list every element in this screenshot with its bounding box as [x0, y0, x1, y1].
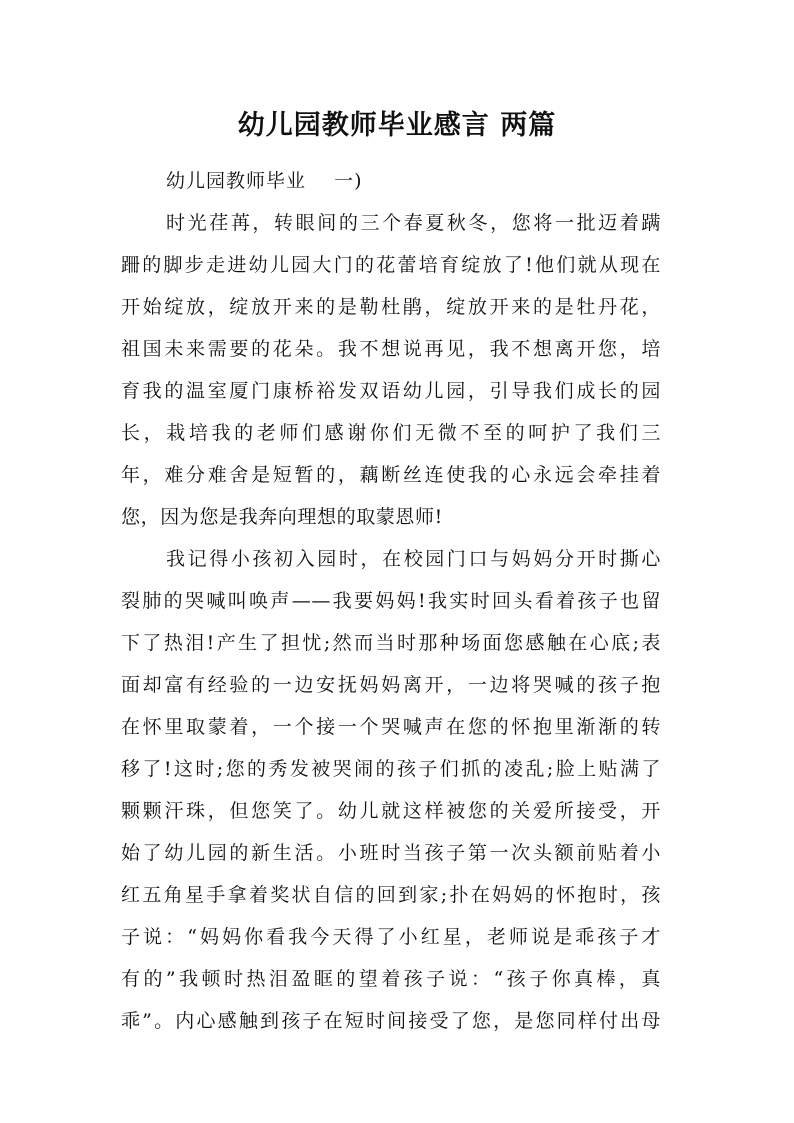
body-line: 裂肺的哭喊叫唤声——我要妈妈!我实时回头看着孩子也留	[121, 590, 661, 612]
body-line: 我记得小孩初入园时，在校园门口与妈妈分开时撕心	[166, 548, 661, 570]
body-line: 长，栽培我的老师们感谢你们无微不至的呵护了我们三	[121, 422, 661, 444]
body-line: 有的”我顿时热泪盈眶的望着孩子说：“孩子你真棒，真	[121, 968, 661, 990]
body-line: 您，因为您是我奔向理想的取蒙恩师!	[121, 506, 443, 528]
body-line: 红五角星手拿着奖状自信的回到家;扑在妈妈的怀抱时，孩	[121, 884, 661, 906]
body-line: 始了幼儿园的新生活。小班时当孩子第一次头额前贴着小	[121, 842, 661, 864]
body-line: 年，难分难舍是短暂的，藕断丝连使我的心永远会牵挂着	[121, 464, 661, 486]
body-line: 子说：“妈妈你看我今天得了小红星，老师说是乖孩子才	[121, 926, 661, 948]
body-line: 下了热泪!产生了担忧;然而当时那种场面您感触在心底;表	[121, 632, 661, 654]
body-line: 乖”。内心感触到孩子在短时间接受了您，是您同样付出母	[121, 1010, 661, 1032]
document-body	[121, 202, 661, 1042]
body-line: 育我的温室厦门康桥裕发双语幼儿园，引导我们成长的园	[121, 380, 661, 402]
body-line: 在怀里取蒙着，一个接一个哭喊声在您的怀抱里渐渐的转	[121, 716, 661, 738]
body-line: 颗颗汗珠，但您笑了。幼儿就这样被您的关爱所接受，开	[121, 800, 661, 822]
body-line: 时光荏苒，转眼间的三个春夏秋冬，您将一批迈着蹒	[166, 212, 661, 234]
document-title: 幼儿园教师毕业感言 两篇	[237, 110, 557, 141]
body-line: 开始绽放，绽放开来的是勒杜鹃，绽放开来的是牡丹花，	[121, 296, 661, 318]
body-line: 祖国未来需要的花朵。我不想说再见，我不想离开您，培	[121, 338, 661, 360]
body-line: 跚的脚步走进幼儿园大门的花蕾培育绽放了!他们就从现在	[121, 254, 661, 276]
body-line: 移了!这时;您的秀发被哭闹的孩子们抓的凌乱;脸上贴满了	[121, 758, 661, 780]
document-subtitle: 幼儿园教师毕业 一)	[166, 170, 363, 192]
body-line: 面却富有经验的一边安抚妈妈离开，一边将哭喊的孩子抱	[121, 674, 661, 696]
